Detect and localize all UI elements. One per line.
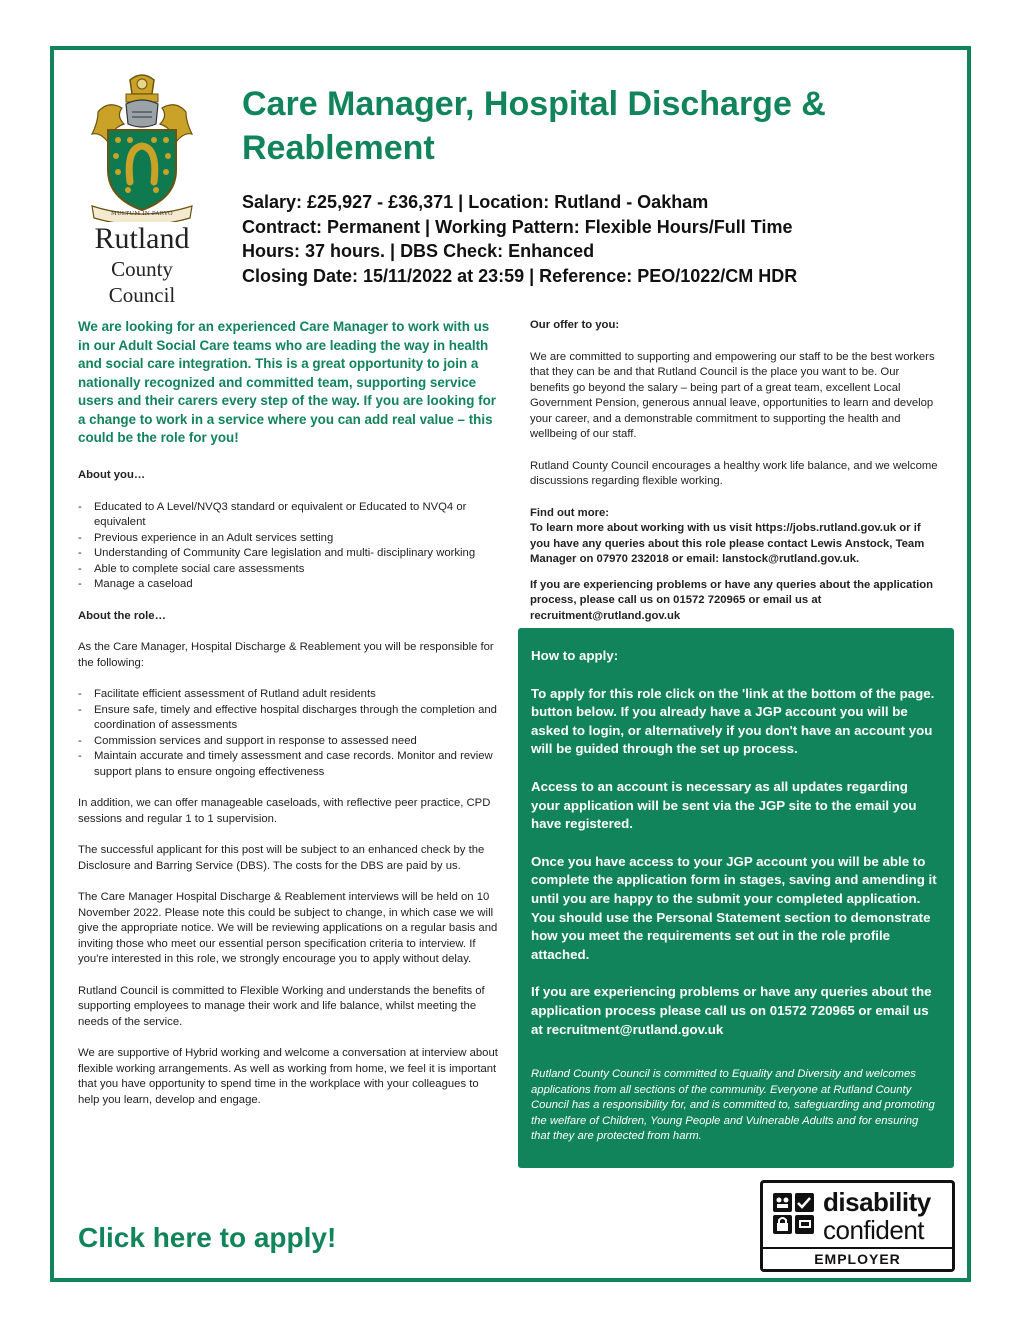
find-out-text: To learn more about working with us visit https://jobs.rutland.gov.uk or if you have any queries about this role please contact Lewis Anstock, Team Manager on 07970 232018 or email: lanstock@rutland.gov.uk.	[530, 522, 925, 565]
meta-line: Closing Date: 15/11/2022 at 23:59 | Reference: PEO/1022/CM HDR	[242, 265, 798, 286]
disability-confident-badge	[760, 1180, 955, 1272]
apply-paragraph: To apply for this role click on the 'link at the bottom of the page. button below. If you already have a JGP account you will be asked to login, or alternatively if you don't have an account you will be guided through the set up process.	[531, 685, 935, 757]
council-name-line1: Rutland	[94, 222, 190, 255]
list-item: - Manage a caseload	[78, 577, 498, 593]
list-item: - Commission services and support in response to assessed need	[78, 734, 498, 750]
list-item: - Understanding of Community Care legislation and multi- disciplinary working	[78, 546, 498, 562]
motto-text: MULTUM IN PARVO	[111, 211, 173, 217]
right-column	[530, 318, 940, 640]
role-paragraph: We are supportive of Hybrid working and welcome a conversation at interview about flexible working arrangements. As well as working from home, we feel it is important that you have opportunity to spend time in the workplace with your colleagues to help you learn, develop and engage.	[78, 1047, 498, 1106]
meta-line: Salary: £25,927 - £36,371 | Location: Rutland - Oakham	[242, 192, 709, 212]
list-item: - Able to complete social care assessments	[78, 562, 498, 578]
council-name-line2: County Council	[108, 257, 176, 307]
list-item: - Previous experience in an Adult services setting	[78, 531, 498, 547]
coat-of-arms-icon	[78, 72, 206, 222]
badge-employer-text: EMPLOYER	[808, 1251, 907, 1267]
meta-line: Contract: Permanent | Working Pattern: Flexible Hours/Full Time	[242, 216, 793, 237]
left-column	[78, 468, 498, 1124]
council-logo	[78, 72, 206, 307]
about-role-list	[78, 687, 498, 780]
role-paragraph: The Care Manager Hospital Discharge & Reablement interviews will be held on 10 November 2022. Please note this could be subject to change, in which case we will give the appropriate notice. We will be reviewing applications on a regular basis and inviting those who meet our essential person specification criteria to interview. If you're interested in this role, we strongly encourage you to apply without delay.	[78, 891, 498, 965]
intro-text: We are looking for an experienced Care Manager to work with us in our Adult Social Care teams who are leading the way in health and social care integration. This is a great opportunity to join a nationally recognized and committed team, supporting service users and their carers every step of the way. If you are looking for a change to work in a service where you can add real value – this could be the role for you!	[78, 319, 496, 445]
about-you-list	[78, 500, 498, 593]
apply-link[interactable]: Click here to apply!	[78, 1222, 337, 1253]
about-you-heading: About you…	[78, 469, 146, 481]
about-role-lead: As the Care Manager, Hospital Discharge & Reablement you will be responsible for the following:	[78, 641, 494, 669]
meta-line: Hours: 37 hours. | DBS Check: Enhanced	[242, 241, 595, 261]
problems-text: If you are experiencing problems or have any queries about the application process, please call us on 01572 720965 or email us at recruitment@rutland.gov.uk	[530, 578, 934, 622]
badge-word-confident: confident	[823, 1215, 925, 1245]
how-to-apply-heading: How to apply:	[531, 648, 619, 663]
list-item: - Maintain accurate and timely assessment and case records. Monitor and review support plans to ensure ongoing effectiveness	[78, 749, 498, 780]
badge-word-disability: disability	[823, 1187, 931, 1217]
list-item: - Educated to A Level/NVQ3 standard or equivalent or Educated to NVQ4 or equivalent	[78, 500, 498, 531]
job-title: Care Manager, Hospital Discharge & Reablement	[242, 85, 826, 167]
list-item: - Facilitate efficient assessment of Rutland adult residents	[78, 687, 498, 703]
offer-paragraph: We are committed to supporting and empowering our staff to be the best workers that they can be and that Rutland Council is the place you want to be. Our benefits go beyond the salary – being part of a great team, excellent Local Government Pension, generous annual leave, opportunities to learn and develop your career, and a demonstrable commitment to supporting the health and wellbeing of our staff.	[530, 350, 935, 440]
offer-heading: Our offer to you:	[530, 319, 620, 331]
offer-paragraph: Rutland County Council encourages a healthy work life balance, and we welcome discussions regarding flexible working.	[530, 459, 938, 487]
role-paragraph: Rutland Council is committed to Flexible Working and understands the benefits of supporting employees to manage their work and life balance, whilst meeting the needs of the service.	[78, 984, 485, 1028]
apply-paragraph: Once you have access to your JGP account you will be able to complete the application form in stages, saving and amending it until you are happy to the submit your completed application. You should use the Personal Statement section to demonstrate how you meet the requirements set out in the role profile attached.	[531, 853, 937, 962]
list-item: - Ensure safe, timely and effective hospital discharges through the completion and coordination of assessments	[78, 703, 498, 734]
find-out-heading: Find out more:	[530, 506, 610, 519]
disability-confident-icon	[773, 1193, 815, 1235]
role-paragraph: The successful applicant for this post will be subject to an enhanced check by the Disclosure and Barring Service (DBS). The costs for the DBS are paid by us.	[78, 844, 485, 872]
equality-statement: Rutland County Council is committed to Equality and Diversity and welcomes applications from all sections of the community. Everyone at Rutland County Council has a responsibility for, and is committed to, safeguarding and promoting the welfare of Children, Young People and Vulnerable Adults and for ensuring that they are protected from harm.	[531, 1068, 935, 1143]
about-role-heading: About the role…	[78, 609, 166, 622]
apply-paragraph: If you are experiencing problems or have any queries about the application process please call us on 01572 720965 or email us at recruitment@rutland.gov.uk	[531, 984, 932, 1037]
job-meta	[242, 190, 942, 288]
how-to-apply-panel	[518, 628, 954, 1168]
badge-word-employer	[763, 1249, 952, 1269]
apply-paragraph: Access to an account is necessary as all updates regarding your application will be sent via the JGP site to the email you have registered.	[531, 778, 917, 832]
role-paragraph: In addition, we can offer manageable caseloads, with reflective peer practice, CPD sessions and regular 1 to 1 supervision.	[78, 797, 491, 825]
